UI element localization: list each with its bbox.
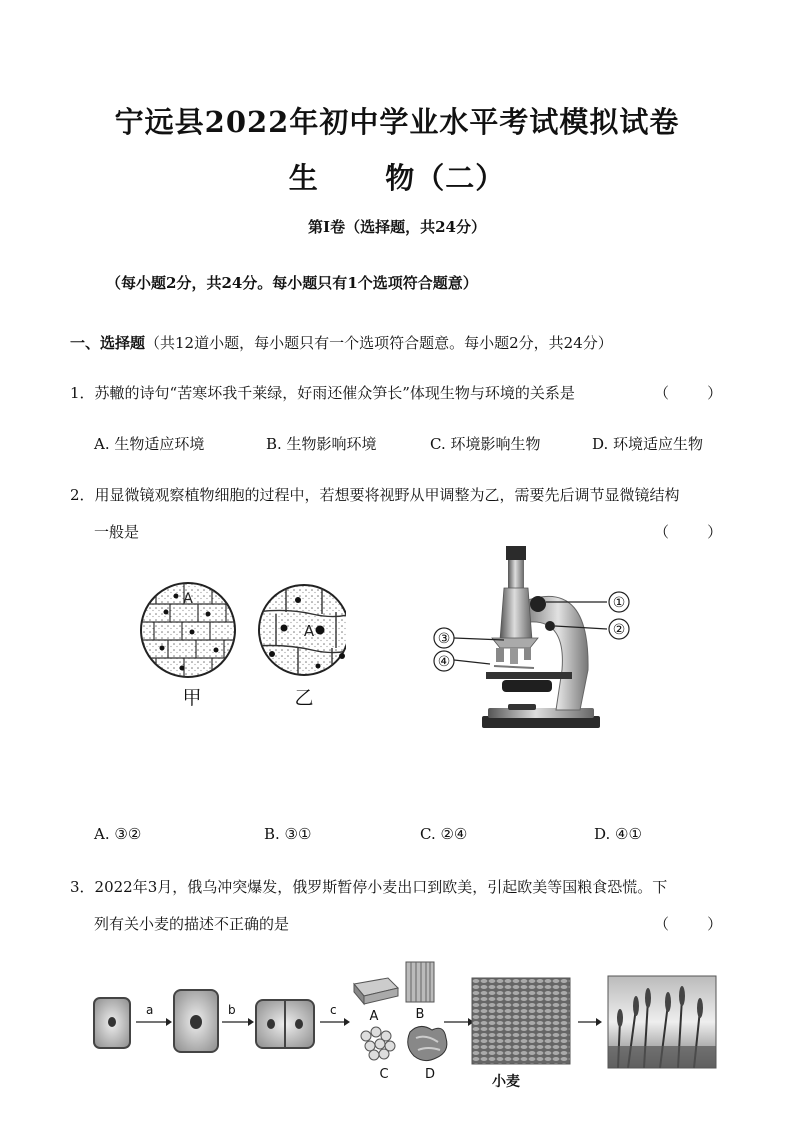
option-a: A. ③② [94, 825, 142, 843]
field-yi [256, 582, 346, 682]
label-yi: 乙 [294, 687, 314, 709]
option-d: D. 环境适应生物 [592, 435, 704, 453]
question-number: 1． [70, 384, 95, 402]
wheat-grain-photo [472, 978, 570, 1064]
question-2-stem [70, 484, 680, 505]
answer-paren: （ ） [654, 523, 723, 541]
field-jia [136, 582, 246, 682]
wheat-development-figure [88, 960, 724, 1094]
option-d: D. ④① [594, 825, 642, 843]
tissue-d [408, 1026, 447, 1060]
marker-3: ③ [437, 631, 451, 647]
question-text: 苏轍的诗句“苦寒坏我千莱绿，好雨还催众笋长”体现生物与环境的关系是 [94, 384, 575, 402]
marker-1: ① [612, 595, 626, 611]
arrow-label-c: c [330, 1003, 337, 1017]
label-jia: 甲 [182, 687, 202, 709]
cell-label-a: A [183, 591, 193, 607]
question-number: 3． [70, 878, 95, 896]
question-2-stem-cont: 一般是 [94, 523, 140, 541]
tissue-a [354, 978, 398, 1004]
arrow-label-a: a [146, 1003, 154, 1017]
tissue-label-a: A [369, 1009, 379, 1024]
cell-label-a: A [303, 622, 315, 640]
option-a: A. 生物适应环境 [94, 435, 205, 453]
question-text: 2022年3月，俄乌冲突爆发，俄罗斯暂停小麦出口到欧美，引起欧美等国粮食恐慌。下 [94, 878, 668, 896]
subject-title: 生 物（二） [288, 161, 506, 195]
microscope-figure [430, 540, 640, 730]
question-3-stem-cont: 列有关小麦的描述不正确的是 [94, 915, 290, 933]
answer-paren: （ ） [654, 384, 723, 402]
exam-title: 宁远县2022年初中学业水平考试模拟试卷 [114, 105, 680, 139]
tissue-label-c: C [379, 1067, 389, 1082]
tissue-b [406, 962, 434, 1002]
option-c: C. 环境影响生物 [430, 435, 541, 453]
field-of-view-figure [136, 582, 346, 712]
scoring-note: （每小题2分，共24分。每小题只有1个选项符合题意） [106, 274, 478, 292]
answer-paren: （ ） [654, 915, 723, 933]
part-heading [70, 332, 613, 353]
section-heading: 第Ⅰ卷（选择题，共24分） [308, 218, 486, 236]
marker-4: ④ [437, 654, 451, 670]
tissue-label-b: B [415, 1007, 425, 1022]
marker-2: ② [612, 622, 626, 638]
wheat-label: 小麦 [492, 1074, 520, 1090]
option-b: B. ③① [264, 825, 312, 843]
tissue-label-d: D [424, 1067, 436, 1082]
option-c: C. ②④ [420, 825, 468, 843]
tissue-c [361, 1027, 395, 1060]
option-b: B. 生物影响环境 [266, 435, 377, 453]
question-text: 用显微镜观察植物细胞的过程中，若想要将视野从甲调整为乙，需要先后调节显微镜结构 [94, 486, 680, 504]
part-desc: （共12道小题，每小题只有一个选项符合题意。每小题2分，共24分） [145, 334, 613, 352]
arrow-label-b: b [228, 1003, 236, 1017]
wheat-plant-photo [608, 976, 716, 1068]
part-label: 一、选择题 [70, 334, 146, 352]
question-1-stem [70, 382, 575, 403]
question-3-stem [70, 876, 667, 897]
question-number: 2． [70, 486, 95, 504]
